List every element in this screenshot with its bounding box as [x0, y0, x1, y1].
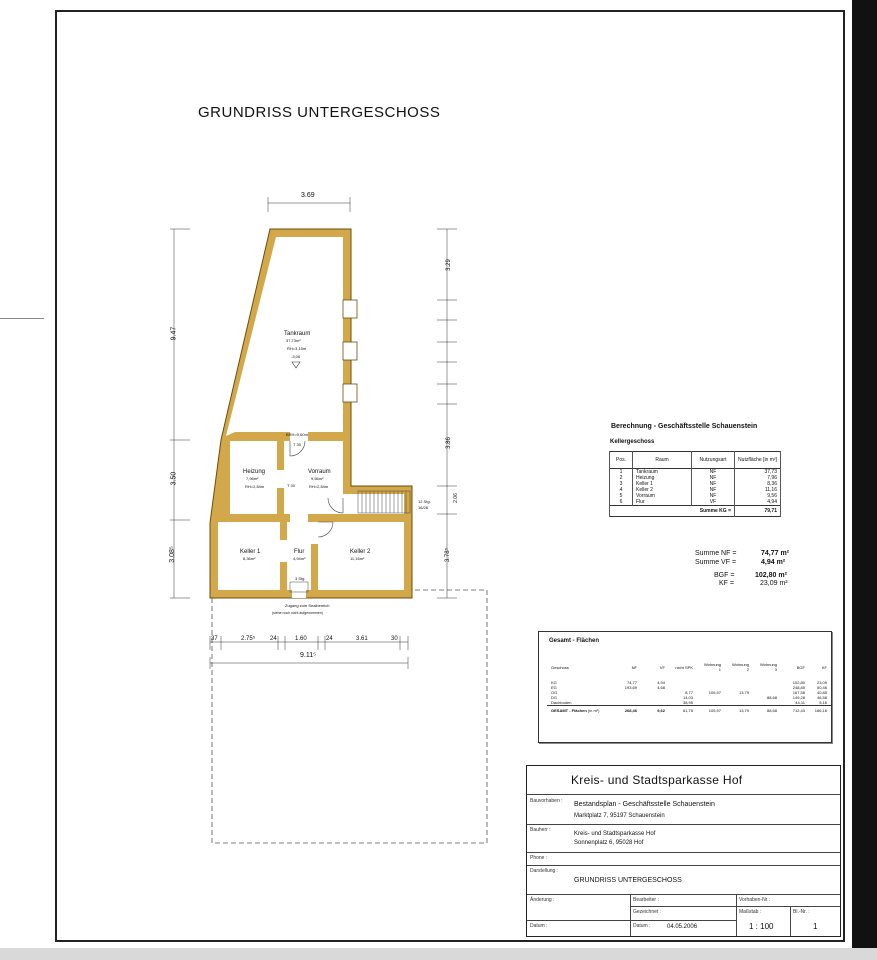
total-areas-title: Gesamt - Flächen [549, 638, 600, 644]
calculation-panel [609, 423, 799, 517]
dim-top: 3.69 [301, 192, 315, 199]
room-area-tankraum: 37,73m² [286, 338, 301, 343]
table-row: KG 74,77 4,94 102,80 23,09 [551, 680, 827, 685]
aenderung-label: Änderung : [530, 897, 555, 903]
room-area-keller2: 11,16m² [350, 556, 365, 561]
table-row: EG 193,69 4,68 248,85 50,46 [551, 685, 827, 690]
door-opening [292, 590, 306, 598]
door-label-2: T 30 [287, 483, 295, 488]
massstab-value: 1 : 100 [749, 922, 774, 931]
darstellung-value: GRUNDRISS UNTERGESCHOSS [574, 877, 682, 884]
table-row: 3 Keller 1 NF 8,36 [610, 481, 781, 487]
room-area-vorraum: 9,56m² [311, 476, 324, 481]
calc-table [609, 451, 781, 517]
door-opening [290, 514, 308, 522]
upper-floor-outline [212, 590, 487, 843]
dim-right-2: 3.86 [445, 437, 452, 449]
door-opening [277, 470, 284, 488]
dim-right-4: 2.06 [452, 493, 459, 503]
room-height-vorraum: RH=2,84m [309, 484, 329, 489]
table-row: 6 Flur VF 4,94 [610, 499, 781, 506]
table-header-row: Geschoss NF VF nicht SPK Wohnung 1 Wohnung 2 Wohnung 3 BGF KF [551, 662, 827, 672]
calc-sum-label: Summe KG = [610, 506, 735, 517]
calc-sum-value: 79,71 [735, 506, 781, 517]
page-title: GRUNDRISS UNTERGESCHOSS [198, 104, 441, 121]
stair-ratio: 16/28 [418, 505, 429, 510]
bauvorhaben-label: Bauvorhaben : [530, 798, 563, 804]
vorraum-stair-area [343, 494, 404, 514]
calc-header: Pos. [610, 452, 633, 469]
datum-label-left: Datum : [530, 923, 548, 929]
room-name-tankraum: Tankraum [284, 331, 311, 337]
calc-subtitle: Kellergeschoss [610, 439, 655, 445]
bauvorhaben-address: Marktplatz 7, 95197 Schauenstein [574, 813, 665, 819]
title-block [526, 765, 841, 937]
summary-vf-value: 4,94 m² [761, 559, 786, 566]
dim-bottom-7: 30 [391, 636, 398, 642]
summary-bgf-label: BGF = [714, 572, 735, 579]
access-label: Zugang zum Sealbereich [285, 603, 330, 608]
dim-right-3: 3.78⁵ [445, 547, 452, 563]
room-name-flur: Flur [294, 549, 305, 555]
small-stair-label: 3 Stg. [295, 576, 306, 581]
blatt-label: Bl.-Nr. : [793, 909, 810, 915]
room-name-vorraum: Vorraum [308, 469, 331, 475]
level-value: -3,06 [291, 354, 301, 359]
access-note: (siehe noch nicht aufgenommen) [272, 611, 323, 615]
table-row: Dachboden 38,95 44,11 5,16 [551, 700, 827, 705]
calc-header: Raum [633, 452, 692, 469]
stair-label: 12 Stg. [418, 499, 431, 504]
bauherr-address: Sonnenplatz 6, 95028 Hof [574, 840, 644, 846]
summary-vf-label: Summe VF = [695, 559, 737, 566]
table-row: 4 Keller 2 NF 11,16 [610, 487, 781, 493]
summary-bgf-value: 102,80 m² [755, 572, 787, 579]
vorhaben-label: Vorhaben-Nr : [739, 897, 771, 903]
dim-total: 9.11⁵ [300, 652, 317, 659]
dim-right-1: 3.29 [445, 259, 452, 271]
company-name: Kreis- und Stadtsparkasse Hof [571, 773, 743, 787]
bauherr-value: Kreis- und Stadtsparkasse Hof [574, 831, 656, 837]
bauherr-label: Bauherr : [530, 827, 551, 833]
room-area-heizung: 7,96m² [246, 476, 259, 481]
room-name-keller2: Keller 2 [350, 549, 371, 555]
calc-title: Berechnung - Geschäftsstelle Schauenstein [611, 423, 758, 430]
bearbeiter-label: Bearbeiter : [633, 897, 659, 903]
dim-bottom-3: 24 [270, 636, 277, 642]
room-area-flur: 4,94m² [293, 556, 306, 561]
room-height-tankraum: RH=3,15m [287, 346, 307, 351]
dim-bottom-5: 24 [326, 636, 333, 642]
table-row: 2 Heizung NF 7,96 [610, 475, 781, 481]
datum-value: 04.05.2006 [667, 924, 698, 930]
dim-bottom-1: 37 [211, 636, 218, 642]
brh-label: BRH=0,60m [286, 432, 308, 437]
phone-label: Phone : [530, 855, 548, 861]
darstellung-label: Darstellung : [530, 868, 559, 874]
table-row: 1 Tankraum NF 37,73 [610, 469, 781, 476]
total-areas-panel [538, 631, 832, 743]
calc-header: Nutzfläche [in m²] [735, 452, 781, 469]
door-opening [280, 540, 287, 562]
total-areas-table [547, 662, 831, 715]
dim-bottom-4: 1.60 [295, 636, 307, 642]
scan-edge-bottom [0, 948, 877, 960]
summary-nf-label: Summe NF = [695, 550, 737, 557]
gezeichnet-label: Gezeichnet : [633, 909, 662, 915]
summary-kf-label: KF = [719, 580, 734, 587]
room-area-keller1: 8,36m² [243, 556, 256, 561]
table-total-row: GESAMT - Flächen (in m²) 268,46 9,62 61,75 105,97 13,79 88,68 712,43 166,16 [547, 706, 831, 716]
room-height-heizung: RH=2,84m [245, 484, 265, 489]
dim-left-1: 9.47 [170, 326, 178, 341]
summary-nf-value: 74,77 m² [761, 550, 790, 557]
massstab-label: Maßstab : [739, 909, 762, 915]
dim-left-3: 3.08⁵ [168, 546, 176, 563]
datum-label: Datum : [633, 923, 651, 929]
table-row: DG 14,03 88,68 149,28 46,58 [551, 695, 827, 700]
dim-bottom-2: 2.75⁵ [241, 636, 256, 642]
summary-kf-value: 23,09 m² [760, 580, 788, 587]
dim-bottom-6: 3.61 [356, 636, 368, 642]
room-name-heizung: Heizung [243, 469, 266, 475]
door-label-1: T 30 [293, 442, 301, 447]
calc-header: Nutzungsart [692, 452, 735, 469]
table-row: OG 8,77 105,97 13,79 167,58 40,85 [551, 690, 827, 695]
window-wells [343, 300, 357, 402]
door-opening [311, 522, 318, 544]
dim-left-2: 3.50 [170, 471, 178, 486]
fold-mark [0, 318, 44, 319]
blatt-value: 1 [813, 922, 818, 931]
scan-edge [852, 0, 877, 960]
bauvorhaben-value: Bestandsplan - Geschäftsstelle Schauenstein [574, 801, 715, 808]
room-name-keller1: Keller 1 [240, 549, 261, 555]
table-row: 5 Vorraum NF 9,56 [610, 493, 781, 499]
floor-plan [160, 190, 500, 850]
